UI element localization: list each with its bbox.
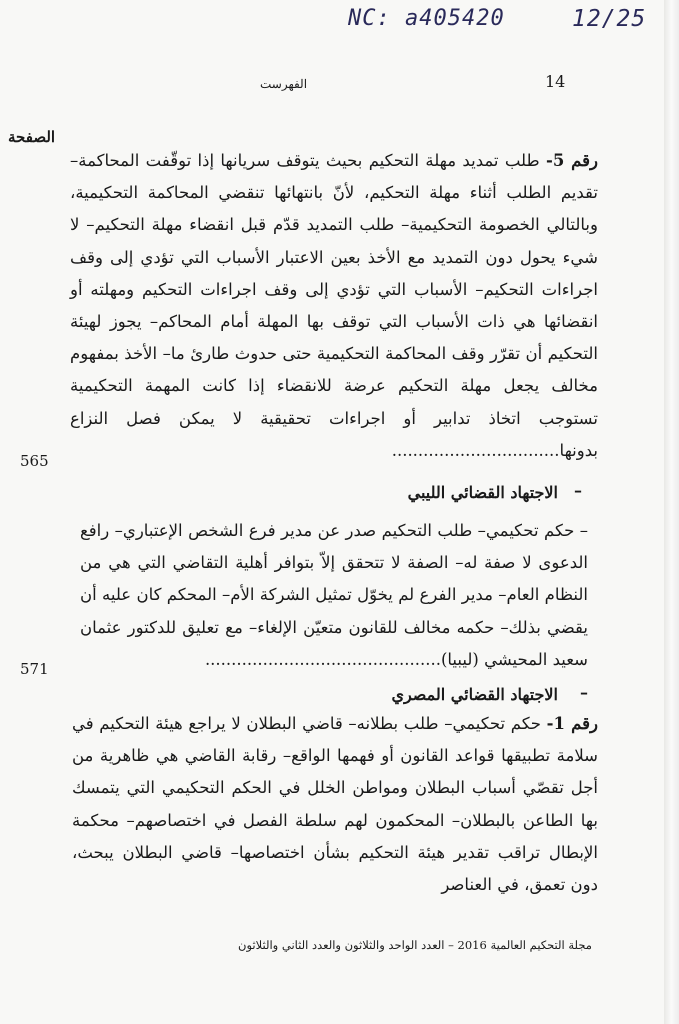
- entry-number-label: رقم 1-: [546, 714, 599, 733]
- entry-number-label: رقم 5-: [545, 151, 598, 170]
- index-entry-item-5: [70, 145, 598, 467]
- section-title-egypt: الاجتهاد القضائي المصري: [391, 685, 558, 704]
- date-stamp: 12/25: [572, 6, 647, 32]
- entry-text: طلب تمديد مهلة التحكيم بحيث يتوقف سريانها إذا توقّفت المحاكمة– تقديم الطلب أثناء مهلة التحكيم، لأنّ بانتهائها تنقضي المحاكمة التحكيمية، وبالتالي الخصومة التحكيمية– طلب التمديد قدّم قبل انقضاء مهلة التحكيم– لا شيء يحول دون التمديد مع الأخذ بعين الاعتبار الأسباب التي تؤدي إلى وقف اجراءات التحكيم– الأسباب التي تؤدي إلى وقف اجراءات التحكيم ومهلته أو انقضائها هي ذات الأسباب التي توقف بها المهلة أمام المحاكم– يجوز لهيئة التحكيم أن تقرّر وقف المحاكمة التحكيمية حتى حدوث طارئ ما– الأخذ بمفهوم مخالف يجعل مهلة التحكيم عرضة للانقضاء إذا كانت المهمة التحكيمية تستوجب اتخاذ تدابير أو اجراءات تحقيقية لا يمكن فصل النزاع بدونها................................: [70, 151, 598, 460]
- section-dash-bullet: –: [574, 481, 582, 500]
- journal-footer: مجلة التحكيم العالمية 2016 – العدد الواحد والثلاثون والعدد الثاني والثلاثون: [238, 938, 592, 952]
- archive-code-stamp: NC: a405420: [348, 6, 505, 31]
- entry-page-reference: 565: [20, 452, 49, 470]
- index-entry-item-1: [72, 708, 598, 901]
- page-number: 14: [545, 72, 566, 91]
- index-heading: الفهرست: [260, 77, 308, 91]
- section-title-libya: الاجتهاد القضائي الليبي: [407, 483, 558, 502]
- index-entry-libya: – حكم تحكيمي– طلب التحكيم صدر عن مدير فرع الشخص الإعتباري– رافع الدعوى لا صفة له– الصفة لا تتحقق إلاّ بتوافر أهلية التقاضي التي هي من النظام العام– مدير الفرع لم يخوّل تمثيل الشركة الأم– المحكم كان عليه أن يقضي بذلك– حكمه مخالف للقانون متعيّن الإلغاء– مع تعليق للدكتور عثمان سعيد المحيشي (ليبيا).............................................: [80, 521, 588, 669]
- page-binding-edge: [664, 0, 679, 1024]
- entry-text: حكم تحكيمي– طلب بطلانه– قاضي البطلان لا يراجع هيئة التحكيم في سلامة تطبيقها قواعد القانون أو فهمها الواقع– رقابة القاضي هي ظاهرية من أجل تقصّي أسباب البطلان ومواطن الخلل في الحكم التحكيمي التي يتمسك بها الطاعن بالبطلان– المحكمون لهم سلطة الفصل في اختصاصهم– محكمة الإبطال تراقب تقدير هيئة التحكيم بشأن اختصاصها– قاضي البطلان يبحث، دون تعمق، في العناصر: [72, 714, 598, 895]
- section-dash-bullet: –: [580, 683, 588, 702]
- entry-page-reference: 571: [20, 660, 49, 678]
- page-column-heading: الصفحة: [8, 128, 56, 146]
